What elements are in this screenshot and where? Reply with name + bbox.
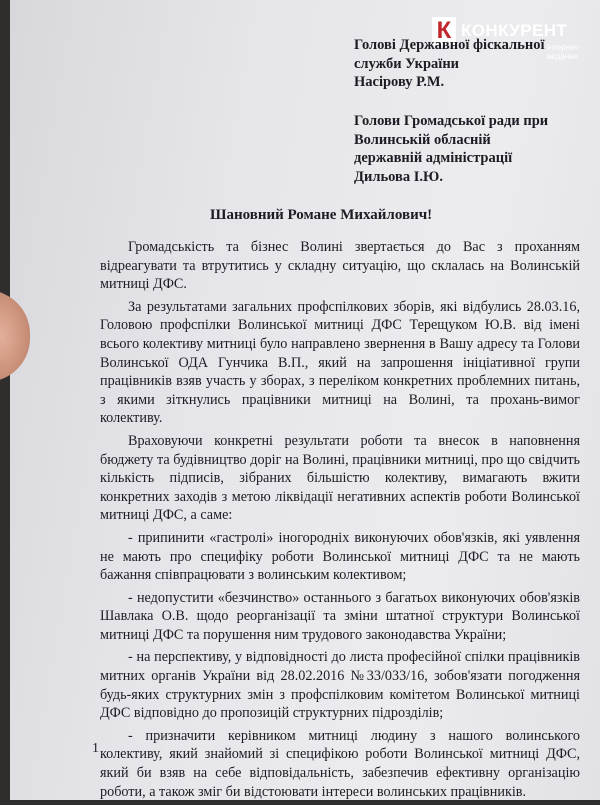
demand-item: - недопустити «безчинство» останнього з багатьох виконуючих обов'язків Шавлака О.В. щодо реорганізації та зміни штатної структури Волинської митниці ДФС та порушення ним трудового законодавства України;	[100, 589, 580, 643]
addressee-line: Дильова І.Ю.	[354, 168, 443, 185]
logo-tagline: інтернет-видання	[547, 43, 581, 61]
paragraph-demands: Враховуючи конкретні результати роботи та внесок в наповнення бюджету та будівництво доріг на Волині, працівники митниці, про що свідчить кількість підписів, зібраних більшістю колективу, вимагають вжити конкретних заходів з метою ліквідації негативних аспектів роботи Волинської митниці ДФС, а саме:	[100, 432, 580, 524]
addressee-line: служби України	[354, 55, 460, 72]
paragraph-meeting: За результатами загальних профспілкових зборів, які відбулись 28.03.16, Головою профспілки Волинської митниці ДФС Терещуком Ю.В. від імені всього колективу митниці було направлено звернення в Вашу адресу та Голови Волинської ОДА Гунчика В.П., який на запрошення ініціативної групи працівників взяв участь у зборах, з переліком конкретних проблемних питань, з якими зіткнулись працівники митниці на Волині, та прохань-вимог колективу.	[100, 298, 580, 427]
paragraph-intro: Громадськість та бізнес Волині звертається до Вас з проханням відреагувати та втрутитись у складну ситуацію, що склалась на Волинській митниці ДФС.	[100, 239, 580, 293]
demand-item: - призначити керівником митниці людину з нашого волинського колективу, який знайомий зі специфікою роботи Волинської митниці ДФС, який би взяв на себе відповідальність, забезпечив ефективну організацію роботи, а також зміг би відстоювати інтереси волинських працівників.	[100, 727, 580, 800]
addressee-line: Голові Державної фіскальної	[354, 37, 545, 53]
addressee-line: державній адміністрації	[354, 150, 513, 166]
addressee-line: Насірову Р.М.	[354, 74, 445, 90]
addressee-block-1	[354, 36, 598, 92]
addressee-block-2	[354, 112, 598, 186]
addressee-line: Голови Громадської ради при	[354, 113, 549, 129]
logo-letter-icon: К	[432, 17, 456, 45]
salutation: Шановний Романе Михайлович!	[210, 207, 433, 223]
letter-body	[100, 238, 580, 805]
logo-name: КОНКУРЕНТ	[461, 21, 568, 40]
demand-item: - припинити «гастролі» іногородніх виконуючих обов'язків, які уявлення не мають про специфіку роботи Волинської митниці ДФС та не мають бажання співпрацювати з волинським колективом;	[100, 529, 580, 584]
page-number: 1	[92, 741, 99, 756]
demand-item: - на перспективу, у відповідності до листа професійної спілки працівників митних органів України від 28.02.2016 №33/033/16, зобов'язати погодження будь-яких структурних змін з профспілковим комітетом Волинської митниці ДФС відповідно до пропозицій структурних підрозділів;	[100, 649, 580, 722]
addressee-line: Волинській обласній	[354, 131, 491, 148]
